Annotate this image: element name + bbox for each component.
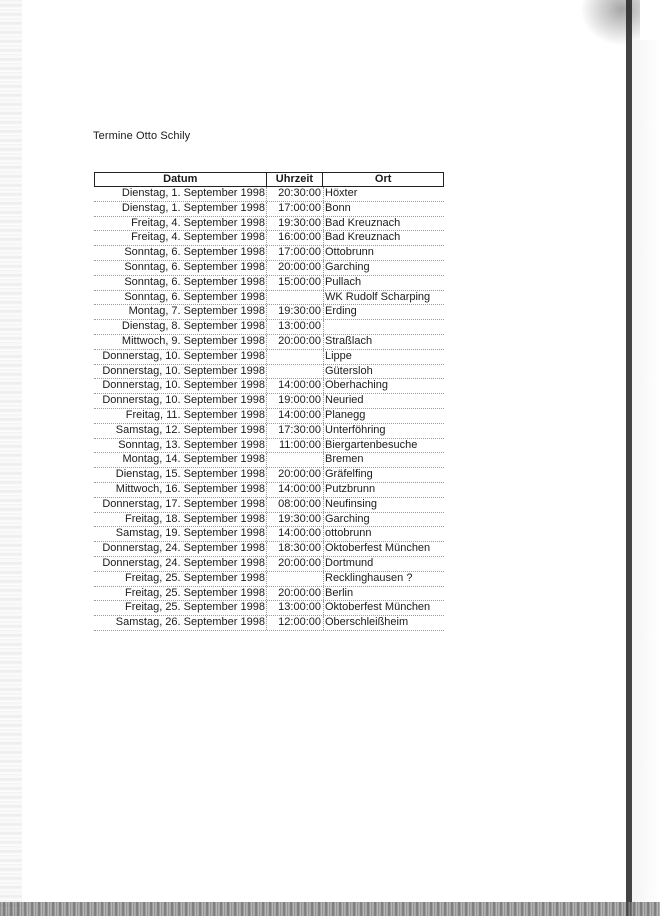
cell-datum: Donnerstag, 24. September 1998 [94,542,267,556]
cell-uhrzeit: 13:00:00 [267,320,324,334]
cell-ort: Unterföhring [325,423,386,436]
table-row [94,320,444,335]
cell-datum: Freitag, 4. September 1998 [94,231,267,245]
cell-datum: Donnerstag, 17. September 1998 [94,498,267,512]
cell-ort: Putzbrunn [325,482,376,495]
table-row [94,202,444,217]
cell-ort: Oktoberfest München [325,601,431,614]
cell-datum: Sonntag, 6. September 1998 [94,276,267,290]
cell-uhrzeit: 12:00:00 [267,616,324,630]
cell-datum: Freitag, 18. September 1998 [94,513,267,527]
table-row [94,335,444,350]
table-row [94,453,444,468]
cell-ort: Straßlach [325,334,373,347]
cell-uhrzeit: 19:30:00 [267,217,324,231]
table-row [94,291,444,306]
cell-ort: Bad Kreuznach [325,231,401,244]
table-body [94,187,444,631]
cell-datum: Sonntag, 13. September 1998 [94,439,267,453]
cell-uhrzeit: 20:30:00 [267,187,324,201]
table-row [94,350,444,365]
table-row [94,572,444,587]
cell-uhrzeit: 19:30:00 [267,305,324,319]
cell-datum: Samstag, 26. September 1998 [94,616,267,630]
cell-datum: Freitag, 25. September 1998 [94,601,267,615]
header-uhrzeit: Uhrzeit [267,173,324,186]
cell-ort [324,320,444,334]
cell-ort: Oktoberfest München [325,542,431,555]
header-datum: Datum [95,173,267,186]
cell-ort: Erding [325,305,357,318]
table-row [94,601,444,616]
table-row [94,557,444,572]
cell-ort: Gütersloh [325,364,373,377]
cell-uhrzeit: 14:00:00 [267,409,324,423]
cell-uhrzeit: 14:00:00 [267,483,324,497]
cell-datum: Montag, 14. September 1998 [94,453,267,467]
cell-datum: Donnerstag, 24. September 1998 [94,557,267,571]
table-header-row [94,172,444,187]
cell-ort: Biergartenbesuche [325,438,418,451]
cell-datum: Sonntag, 6. September 1998 [94,261,267,275]
table-row [94,616,444,631]
cell-ort: Garching [325,512,370,525]
table-row [94,305,444,320]
cell-datum: Samstag, 12. September 1998 [94,424,267,438]
scan-noise-bottom-edge [0,902,660,916]
cell-datum: Dienstag, 1. September 1998 [94,202,267,216]
cell-datum: Donnerstag, 10. September 1998 [94,379,267,393]
table-row [94,424,444,439]
cell-uhrzeit: 11:00:00 [267,439,324,453]
schedule-table [94,172,444,631]
cell-ort: Dortmund [325,556,374,569]
table-row [94,276,444,291]
cell-uhrzeit: 20:00:00 [267,335,324,349]
table-row [94,483,444,498]
cell-ort: Oberschleißheim [325,616,409,629]
table-row [94,394,444,409]
cell-datum: Samstag, 19. September 1998 [94,527,267,541]
cell-uhrzeit: 20:00:00 [267,587,324,601]
cell-uhrzeit: 19:30:00 [267,513,324,527]
cell-datum: Freitag, 4. September 1998 [94,217,267,231]
cell-uhrzeit [267,365,324,379]
table-row [94,187,444,202]
cell-ort: Bremen [325,453,364,466]
cell-datum: Freitag, 25. September 1998 [94,572,267,586]
table-row [94,513,444,528]
cell-ort: Pullach [325,275,362,288]
cell-datum: Dienstag, 15. September 1998 [94,468,267,482]
cell-ort: Recklinghausen ? [325,571,413,584]
table-row [94,365,444,380]
table-row [94,231,444,246]
cell-uhrzeit: 17:30:00 [267,424,324,438]
cell-ort: WK Rudolf Scharping [325,290,431,303]
cell-uhrzeit: 20:00:00 [267,261,324,275]
cell-datum: Donnerstag, 10. September 1998 [94,394,267,408]
cell-ort: Berlin [325,586,354,599]
cell-datum: Dienstag, 1. September 1998 [94,187,267,201]
cell-ort: Bad Kreuznach [325,216,401,229]
cell-uhrzeit [267,350,324,364]
cell-ort: Lippe [325,349,352,362]
table-row [94,439,444,454]
cell-ort: Neufinsing [325,497,377,510]
cell-ort: Oberhaching [325,379,388,392]
cell-uhrzeit: 14:00:00 [267,379,324,393]
table-row [94,468,444,483]
cell-datum: Freitag, 11. September 1998 [94,409,267,423]
scan-dark-line-right [626,0,632,916]
table-row [94,498,444,513]
table-row [94,217,444,232]
cell-datum: Donnerstag, 10. September 1998 [94,365,267,379]
cell-ort: Garching [325,260,370,273]
cell-ort: Neuried [325,394,364,407]
cell-uhrzeit: 19:00:00 [267,394,324,408]
cell-datum: Mittwoch, 9. September 1998 [94,335,267,349]
cell-uhrzeit: 16:00:00 [267,231,324,245]
cell-datum: Sonntag, 6. September 1998 [94,291,267,305]
cell-ort: Gräfelfing [325,468,373,481]
scan-page-edge-right [632,40,660,916]
cell-uhrzeit [267,572,324,586]
document-title: Termine Otto Schily [93,130,191,142]
table-row [94,527,444,542]
cell-uhrzeit: 13:00:00 [267,601,324,615]
cell-uhrzeit: 20:00:00 [267,557,324,571]
cell-uhrzeit: 20:00:00 [267,468,324,482]
header-ort: Ort [374,173,392,185]
cell-uhrzeit: 14:00:00 [267,527,324,541]
cell-datum: Mittwoch, 16. September 1998 [94,483,267,497]
cell-datum: Freitag, 25. September 1998 [94,587,267,601]
cell-ort: Höxter [325,187,358,199]
cell-datum: Donnerstag, 10. September 1998 [94,350,267,364]
cell-uhrzeit: 15:00:00 [267,276,324,290]
cell-uhrzeit [267,453,324,467]
cell-datum: Dienstag, 8. September 1998 [94,320,267,334]
cell-ort: ottobrunn [325,527,372,540]
cell-datum: Montag, 7. September 1998 [94,305,267,319]
table-row [94,587,444,602]
cell-uhrzeit: 17:00:00 [267,202,324,216]
table-row [94,379,444,394]
table-row [94,409,444,424]
cell-uhrzeit: 08:00:00 [267,498,324,512]
scan-noise-left-edge [0,0,22,916]
cell-ort: Planegg [325,408,366,421]
cell-datum: Sonntag, 6. September 1998 [94,246,267,260]
cell-uhrzeit: 18:30:00 [267,542,324,556]
table-row [94,246,444,261]
table-row [94,542,444,557]
cell-ort: Bonn [325,201,351,214]
cell-uhrzeit [267,291,324,305]
table-row [94,261,444,276]
cell-ort: Ottobrunn [325,246,374,259]
cell-uhrzeit: 17:00:00 [267,246,324,260]
